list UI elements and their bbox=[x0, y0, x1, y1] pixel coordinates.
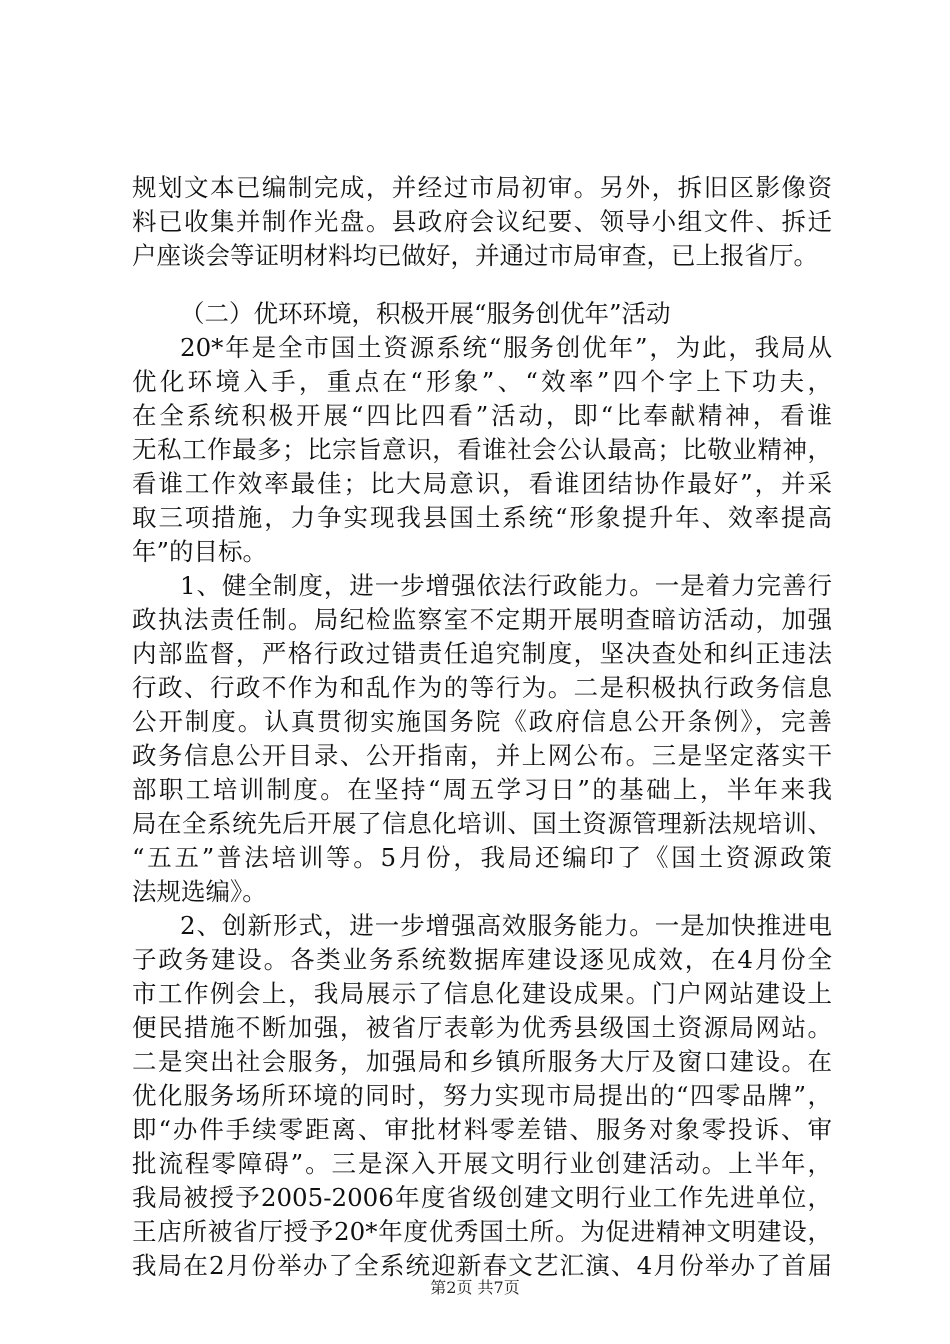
body-line-10: 取三项措施，力争实现我县国土系统“形象提升年、效率提高 bbox=[132, 503, 832, 532]
body-line-20: “五五”普法培训等。5月份，我局还编印了《国土资源政策 bbox=[132, 843, 832, 872]
body-line-17: 政务信息公开目录、公开指南，并上网公布。三是坚定落实干 bbox=[132, 741, 832, 770]
body-line-29: 批流程零障碍”。三是深入开展文明行业创建活动。上半年， bbox=[132, 1149, 832, 1178]
body-line-30: 我局被授予2005-2006年度省级创建文明行业工作先进单位， bbox=[132, 1183, 832, 1212]
body-line-31: 王店所被省厅授予20*年度优秀国土所。为促进精神文明建设， bbox=[132, 1217, 832, 1246]
page-number-footer: 第2页 共7页 bbox=[430, 1278, 520, 1297]
body-line-9: 看谁工作效率最佳；比大局意识，看谁团结协作最好”，并采 bbox=[132, 469, 832, 498]
body-line-2: 料已收集并制作光盘。县政府会议纪要、领导小组文件、拆迁 bbox=[132, 207, 832, 236]
body-line-8: 无私工作最多；比宗旨意识，看谁社会公认最高；比敬业精神， bbox=[132, 435, 832, 464]
body-line-7: 在全系统积极开展“四比四看”活动，即“比奉献精神，看谁 bbox=[132, 401, 832, 430]
body-line-15: 行政、行政不作为和乱作为的等行为。二是积极执行政务信息 bbox=[132, 673, 832, 702]
body-line-22: 2、创新形式，进一步增强高效服务能力。一是加快推进电 bbox=[180, 911, 832, 940]
body-line-18: 部职工培训制度。在坚持“周五学习日”的基础上，半年来我 bbox=[132, 775, 832, 804]
section-heading: （二）优环环境，积极开展“服务创优年”活动 bbox=[180, 299, 671, 328]
body-line-12: 1、健全制度，进一步增强依法行政能力。一是着力完善行 bbox=[180, 571, 832, 600]
body-line-1: 规划文本已编制完成，并经过市局初审。另外，拆旧区影像资 bbox=[132, 173, 832, 202]
body-line-5: 20*年是全市国土资源系统“服务创优年”，为此，我局从 bbox=[180, 333, 832, 362]
body-line-26: 二是突出社会服务，加强局和乡镇所服务大厅及窗口建设。在 bbox=[132, 1047, 832, 1076]
body-line-6: 优化环境入手，重点在“形象”、“效率”四个字上下功夫， bbox=[132, 367, 832, 396]
body-line-14: 内部监督，严格行政过错责任追究制度，坚决查处和纠正违法 bbox=[132, 639, 832, 668]
body-line-11: 年”的目标。 bbox=[132, 537, 268, 566]
body-line-28: 即“办件手续零距离、审批材料零差错、服务对象零投诉、审 bbox=[132, 1115, 832, 1144]
body-line-19: 局在全系统先后开展了信息化培训、国土资源管理新法规培训、 bbox=[132, 809, 832, 838]
body-line-32: 我局在2月份举办了全系统迎新春文艺汇演、4月份举办了首届 bbox=[132, 1251, 832, 1280]
body-line-24: 市工作例会上，我局展示了信息化建设成果。门户网站建设上 bbox=[132, 979, 832, 1008]
body-line-16: 公开制度。认真贯彻实施国务院《政府信息公开条例》，完善 bbox=[132, 707, 832, 736]
body-line-13: 政执法责任制。局纪检监察室不定期开展明查暗访活动，加强 bbox=[132, 605, 832, 634]
body-line-25: 便民措施不断加强，被省厅表彰为优秀县级国土资源局网站。 bbox=[132, 1013, 832, 1042]
body-line-23: 子政务建设。各类业务系统数据库建设逐见成效，在4月份全 bbox=[132, 945, 832, 974]
body-line-27: 优化服务场所环境的同时，努力实现市局提出的“四零品牌”， bbox=[132, 1081, 832, 1110]
body-line-21: 法规选编》。 bbox=[132, 877, 267, 906]
body-line-3: 户座谈会等证明材料均已做好，并通过市局审查，已上报省厅。 bbox=[132, 241, 818, 270]
